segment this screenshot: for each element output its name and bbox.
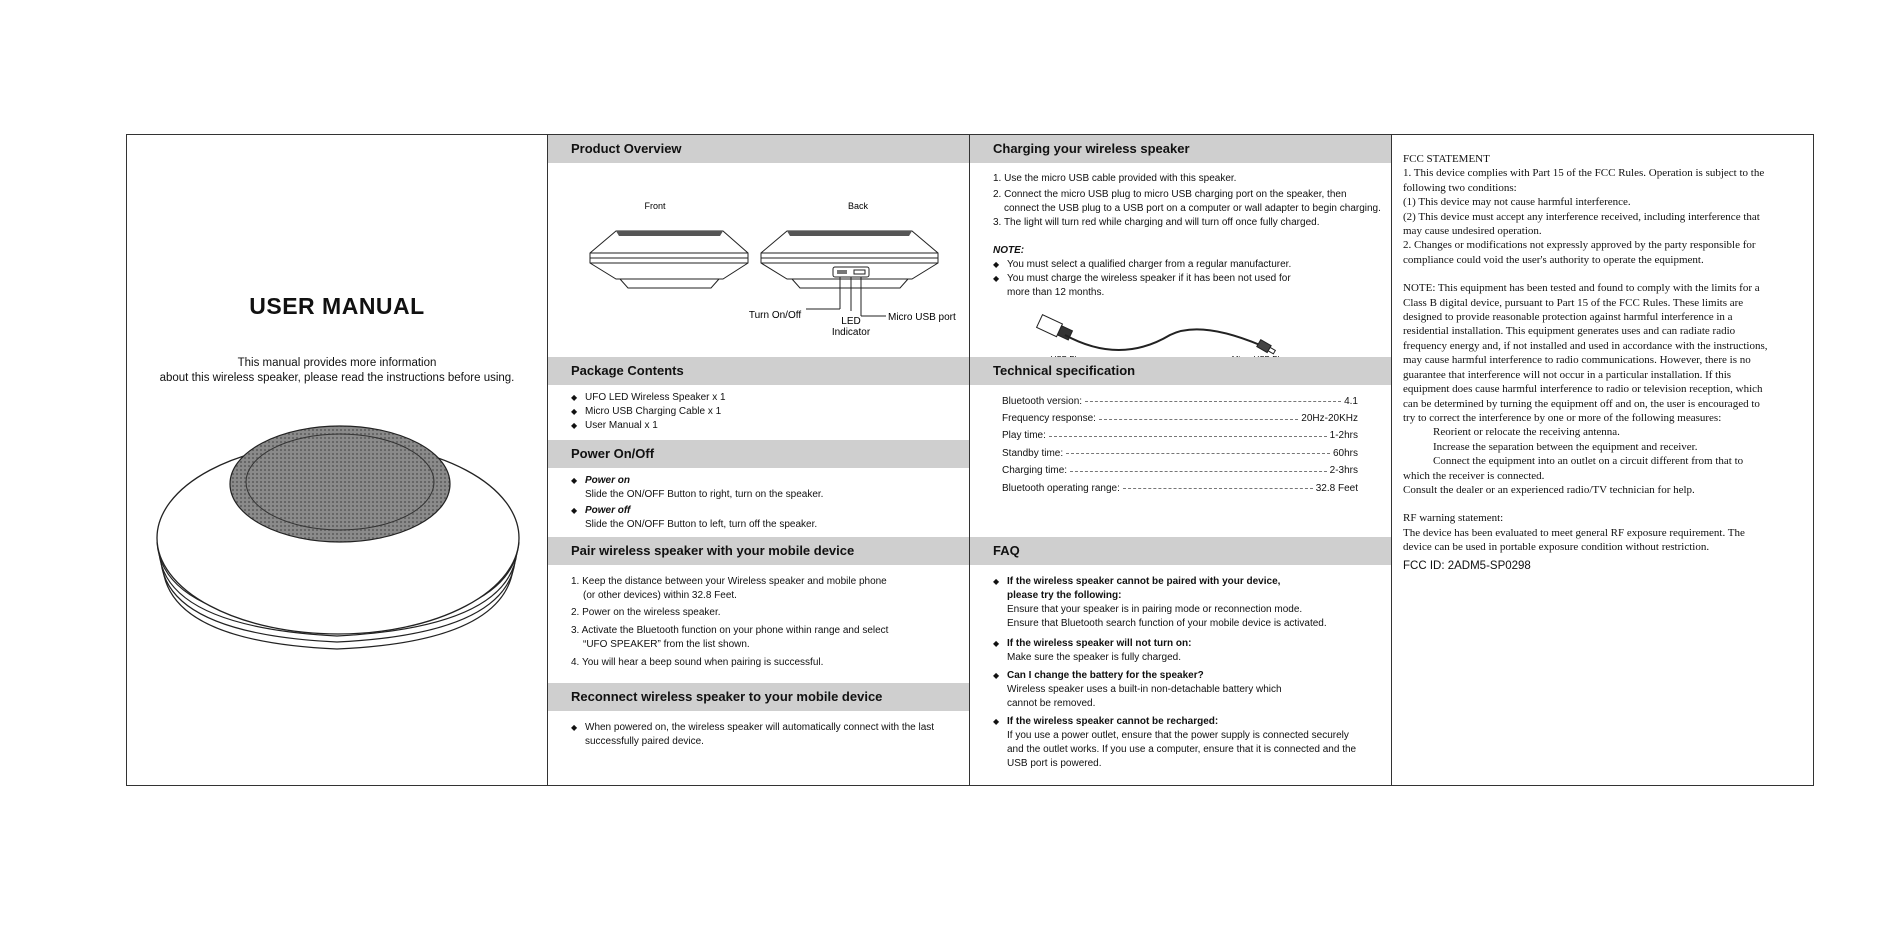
power-on-text: Slide the ON/OFF Button to right, turn on the speaker.	[585, 489, 824, 500]
fcc-measure: Reorient or relocate the receiving antenna.	[1433, 426, 1620, 439]
faq-answer: Wireless speaker uses a built-in non-detachable battery which	[1007, 684, 1282, 695]
manual-sheet	[126, 134, 1814, 786]
intro-line-2: about this wireless speaker, please read the instructions before using.	[159, 372, 515, 384]
charging-step-cont: connect the USB plug to a USB port on a computer or wall adapter to begin charging.	[1004, 203, 1381, 214]
note-label: NOTE:	[993, 245, 1025, 256]
manual-title: USER MANUAL	[249, 293, 425, 319]
fcc-panel	[1392, 135, 1813, 785]
rf-line: device can be used in portable exposure condition without restriction.	[1403, 541, 1710, 554]
turn-on-off-label: Turn On/Off	[748, 310, 802, 321]
faq-item	[993, 715, 1356, 771]
reconnect-line-1: ◆ When powered on, the wireless speaker will automatically connect with the last	[585, 722, 935, 733]
note-item: ◆ You must select a qualified charger from a regular manufacturer.	[993, 258, 1291, 272]
power-on-title: ◆ Power on	[585, 475, 631, 486]
reconnect-item	[571, 721, 934, 749]
fcc-note-line: equipment does cause harmful interference to radio or television reception, which	[1403, 383, 1763, 396]
fcc-line: following two conditions:	[1403, 181, 1517, 194]
power-on-item	[571, 474, 823, 502]
charging-heading: Charging your wireless speaker	[970, 135, 1391, 163]
package-item: ◆ Micro USB Charging Cable x 1	[571, 405, 726, 419]
spec-label: Bluetooth operating range:	[1002, 482, 1120, 494]
spec-value: 32.8 Feet	[1315, 482, 1358, 494]
overview-panel	[548, 135, 970, 785]
charging-step: 1. Use the micro USB cable provided with this speaker.	[993, 173, 1237, 184]
note-line: more than 12 months.	[1007, 287, 1105, 298]
spec-row	[1002, 463, 1358, 480]
fcc-line: 1. This device complies with Part 15 of the FCC Rules. Operation is subject to the	[1403, 167, 1765, 180]
faq-question: please try the following:	[1007, 590, 1122, 601]
led-label: LED	[841, 316, 861, 327]
fcc-statement	[1403, 152, 1805, 573]
micro-usb-port-label: Micro USB port	[888, 312, 956, 323]
faq-question: ◆ If the wireless speaker cannot be recharged:	[1007, 716, 1219, 727]
pair-step-cont: “UFO SPEAKER” from the list shown.	[583, 639, 750, 650]
note-line: ◆ You must charge the wireless speaker if it has been not used for	[1007, 273, 1291, 284]
product-diagram	[548, 163, 970, 353]
fcc-note-line: frequency energy and, if not installed and used in accordance with the instructions,	[1403, 339, 1768, 352]
spec-value: 60hrs	[1332, 447, 1358, 459]
speaker-front-drawing	[590, 231, 748, 288]
faq-item	[993, 637, 1356, 665]
charging-step: 2. Connect the micro USB plug to micro USB charging port on the speaker, then	[993, 189, 1347, 200]
speaker-back-drawing	[761, 231, 938, 316]
cover-panel	[127, 135, 548, 785]
charging-step: 3. The light will turn red while charging and will turn off once fully charged.	[993, 217, 1320, 228]
fcc-note-line: Class B digital device, pursuant to Part 15 of the FCC Rules. These limits are	[1403, 296, 1744, 309]
fcc-note-line: residential installation. This equipment generates uses and can radiate radio	[1403, 325, 1736, 338]
fcc-line: compliance could void the user's authority to operate the equipment.	[1403, 253, 1704, 266]
fcc-note-line: can be determined by turning the equipment off and on, the user is encouraged to	[1403, 397, 1760, 410]
product-overview-heading: Product Overview	[548, 135, 969, 163]
pair-heading: Pair wireless speaker with your mobile device	[548, 537, 969, 565]
charging-panel	[970, 135, 1392, 785]
spec-label: Frequency response:	[1002, 413, 1096, 425]
reconnect-heading: Reconnect wireless speaker to your mobile device	[548, 683, 969, 711]
fcc-measure: Connect the equipment into an outlet on a circuit different from that to	[1433, 455, 1744, 468]
power-off-text: Slide the ON/OFF Button to left, turn off the speaker.	[585, 519, 818, 530]
power-list	[571, 474, 823, 532]
faq-item	[993, 575, 1356, 631]
fcc-measure: Increase the separation between the equipment and receiver.	[1433, 440, 1698, 453]
power-off-title: ◆ Power off	[585, 505, 631, 516]
spec-row	[1002, 428, 1358, 445]
package-item: ◆ UFO LED Wireless Speaker x 1	[571, 391, 726, 405]
fcc-note-line: designed to provide reasonable protection against harmful interference in a	[1403, 311, 1733, 324]
fcc-note-line: try to correct the interference by one or more of the following measures:	[1403, 411, 1722, 424]
spec-row	[1002, 410, 1358, 427]
faq-item	[993, 669, 1356, 711]
fcc-id: FCC ID: 2ADM5-SP0298	[1403, 559, 1531, 572]
pair-step: 1. Keep the distance between your Wireless speaker and mobile phone	[571, 576, 887, 587]
faq-answer: USB port is powered.	[1007, 758, 1102, 769]
faq-list	[993, 575, 1356, 771]
power-off-item	[571, 504, 823, 532]
fcc-measure: which the receiver is connected.	[1403, 469, 1545, 482]
faq-answer: Make sure the speaker is fully charged.	[1007, 652, 1181, 663]
package-item: ◆ User Manual x 1	[571, 419, 726, 433]
fcc-consult: Consult the dealer or an experienced radio/TV technician for help.	[1403, 483, 1695, 496]
front-label: Front	[644, 201, 666, 211]
spec-value: 20Hz-20KHz	[1301, 413, 1358, 425]
usb-cable-drawing	[970, 305, 1392, 365]
power-heading: Power On/Off	[548, 440, 969, 468]
reconnect-list	[571, 721, 934, 749]
spec-value: 1-2hrs	[1329, 430, 1358, 442]
spec-label: Play time:	[1002, 430, 1046, 442]
intro-line-1: This manual provides more information	[237, 357, 437, 369]
fcc-note-line: may cause harmful interference to radio communications. However, there is no	[1403, 354, 1751, 367]
rf-line: The device has been evaluated to meet general RF exposure requirement. The	[1403, 526, 1745, 539]
faq-answer: If you use a power outlet, ensure that the power supply is connected securely	[1007, 730, 1349, 741]
spec-label: Charging time:	[1002, 465, 1068, 477]
pair-step: 3. Activate the Bluetooth function on your phone within range and select	[571, 625, 889, 636]
spec-value: 4.1	[1344, 395, 1358, 407]
spec-label: Standby time:	[1002, 447, 1064, 459]
charging-notes	[993, 244, 1291, 300]
spec-row	[1002, 393, 1358, 410]
spec-table	[1002, 393, 1358, 497]
spec-row	[1002, 480, 1358, 497]
faq-question: ◆ If the wireless speaker will not turn on:	[1007, 638, 1192, 649]
fcc-line: (2) This device must accept any interference received, including interference that	[1403, 210, 1760, 223]
pair-step: 2. Power on the wireless speaker.	[571, 607, 721, 618]
fcc-line: (1) This device may not cause harmful interference.	[1403, 196, 1631, 209]
package-contents-heading: Package Contents	[548, 357, 969, 385]
faq-question: ◆ Can I change the battery for the speaker?	[1007, 670, 1204, 681]
rf-title: RF warning statement:	[1403, 512, 1504, 525]
spec-row	[1002, 445, 1358, 462]
spec-value: 2-3hrs	[1329, 465, 1358, 477]
faq-answer: and the outlet works. If you use a computer, ensure that it is connected and the	[1007, 744, 1357, 755]
charging-steps	[993, 172, 1388, 230]
speaker-illustration	[127, 420, 548, 690]
fcc-line: 2. Changes or modifications not expressly approved by the party responsible for	[1403, 239, 1756, 252]
fcc-note-line: guarantee that interference will not occur in a particular installation. If this	[1403, 368, 1732, 381]
pair-step-cont: (or other devices) within 32.8 Feet.	[583, 590, 737, 601]
fcc-note-line: NOTE: This equipment has been tested and found to comply with the limits for a	[1403, 282, 1760, 295]
note-item	[993, 272, 1291, 300]
spec-heading: Technical specification	[970, 357, 1391, 385]
package-list	[571, 391, 726, 433]
pair-step: 4. You will hear a beep sound when pairing is successful.	[571, 657, 824, 668]
back-label: Back	[847, 201, 869, 211]
faq-question: ◆ If the wireless speaker cannot be paired with your device,	[1007, 576, 1281, 587]
pair-steps	[571, 575, 888, 670]
reconnect-line-2: successfully paired device.	[585, 736, 704, 747]
faq-answer: Ensure that your speaker is in pairing mode or reconnection mode.	[1007, 604, 1303, 615]
faq-answer: cannot be removed.	[1007, 698, 1096, 709]
spec-label: Bluetooth version:	[1002, 395, 1083, 407]
fcc-line: may cause undesired operation.	[1403, 225, 1542, 238]
faq-heading: FAQ	[970, 537, 1391, 565]
fcc-title: FCC STATEMENT	[1403, 153, 1490, 165]
indicator-label: Indicator	[831, 327, 871, 338]
faq-answer: Ensure that Bluetooth search function of your mobile device is activated.	[1007, 618, 1327, 629]
